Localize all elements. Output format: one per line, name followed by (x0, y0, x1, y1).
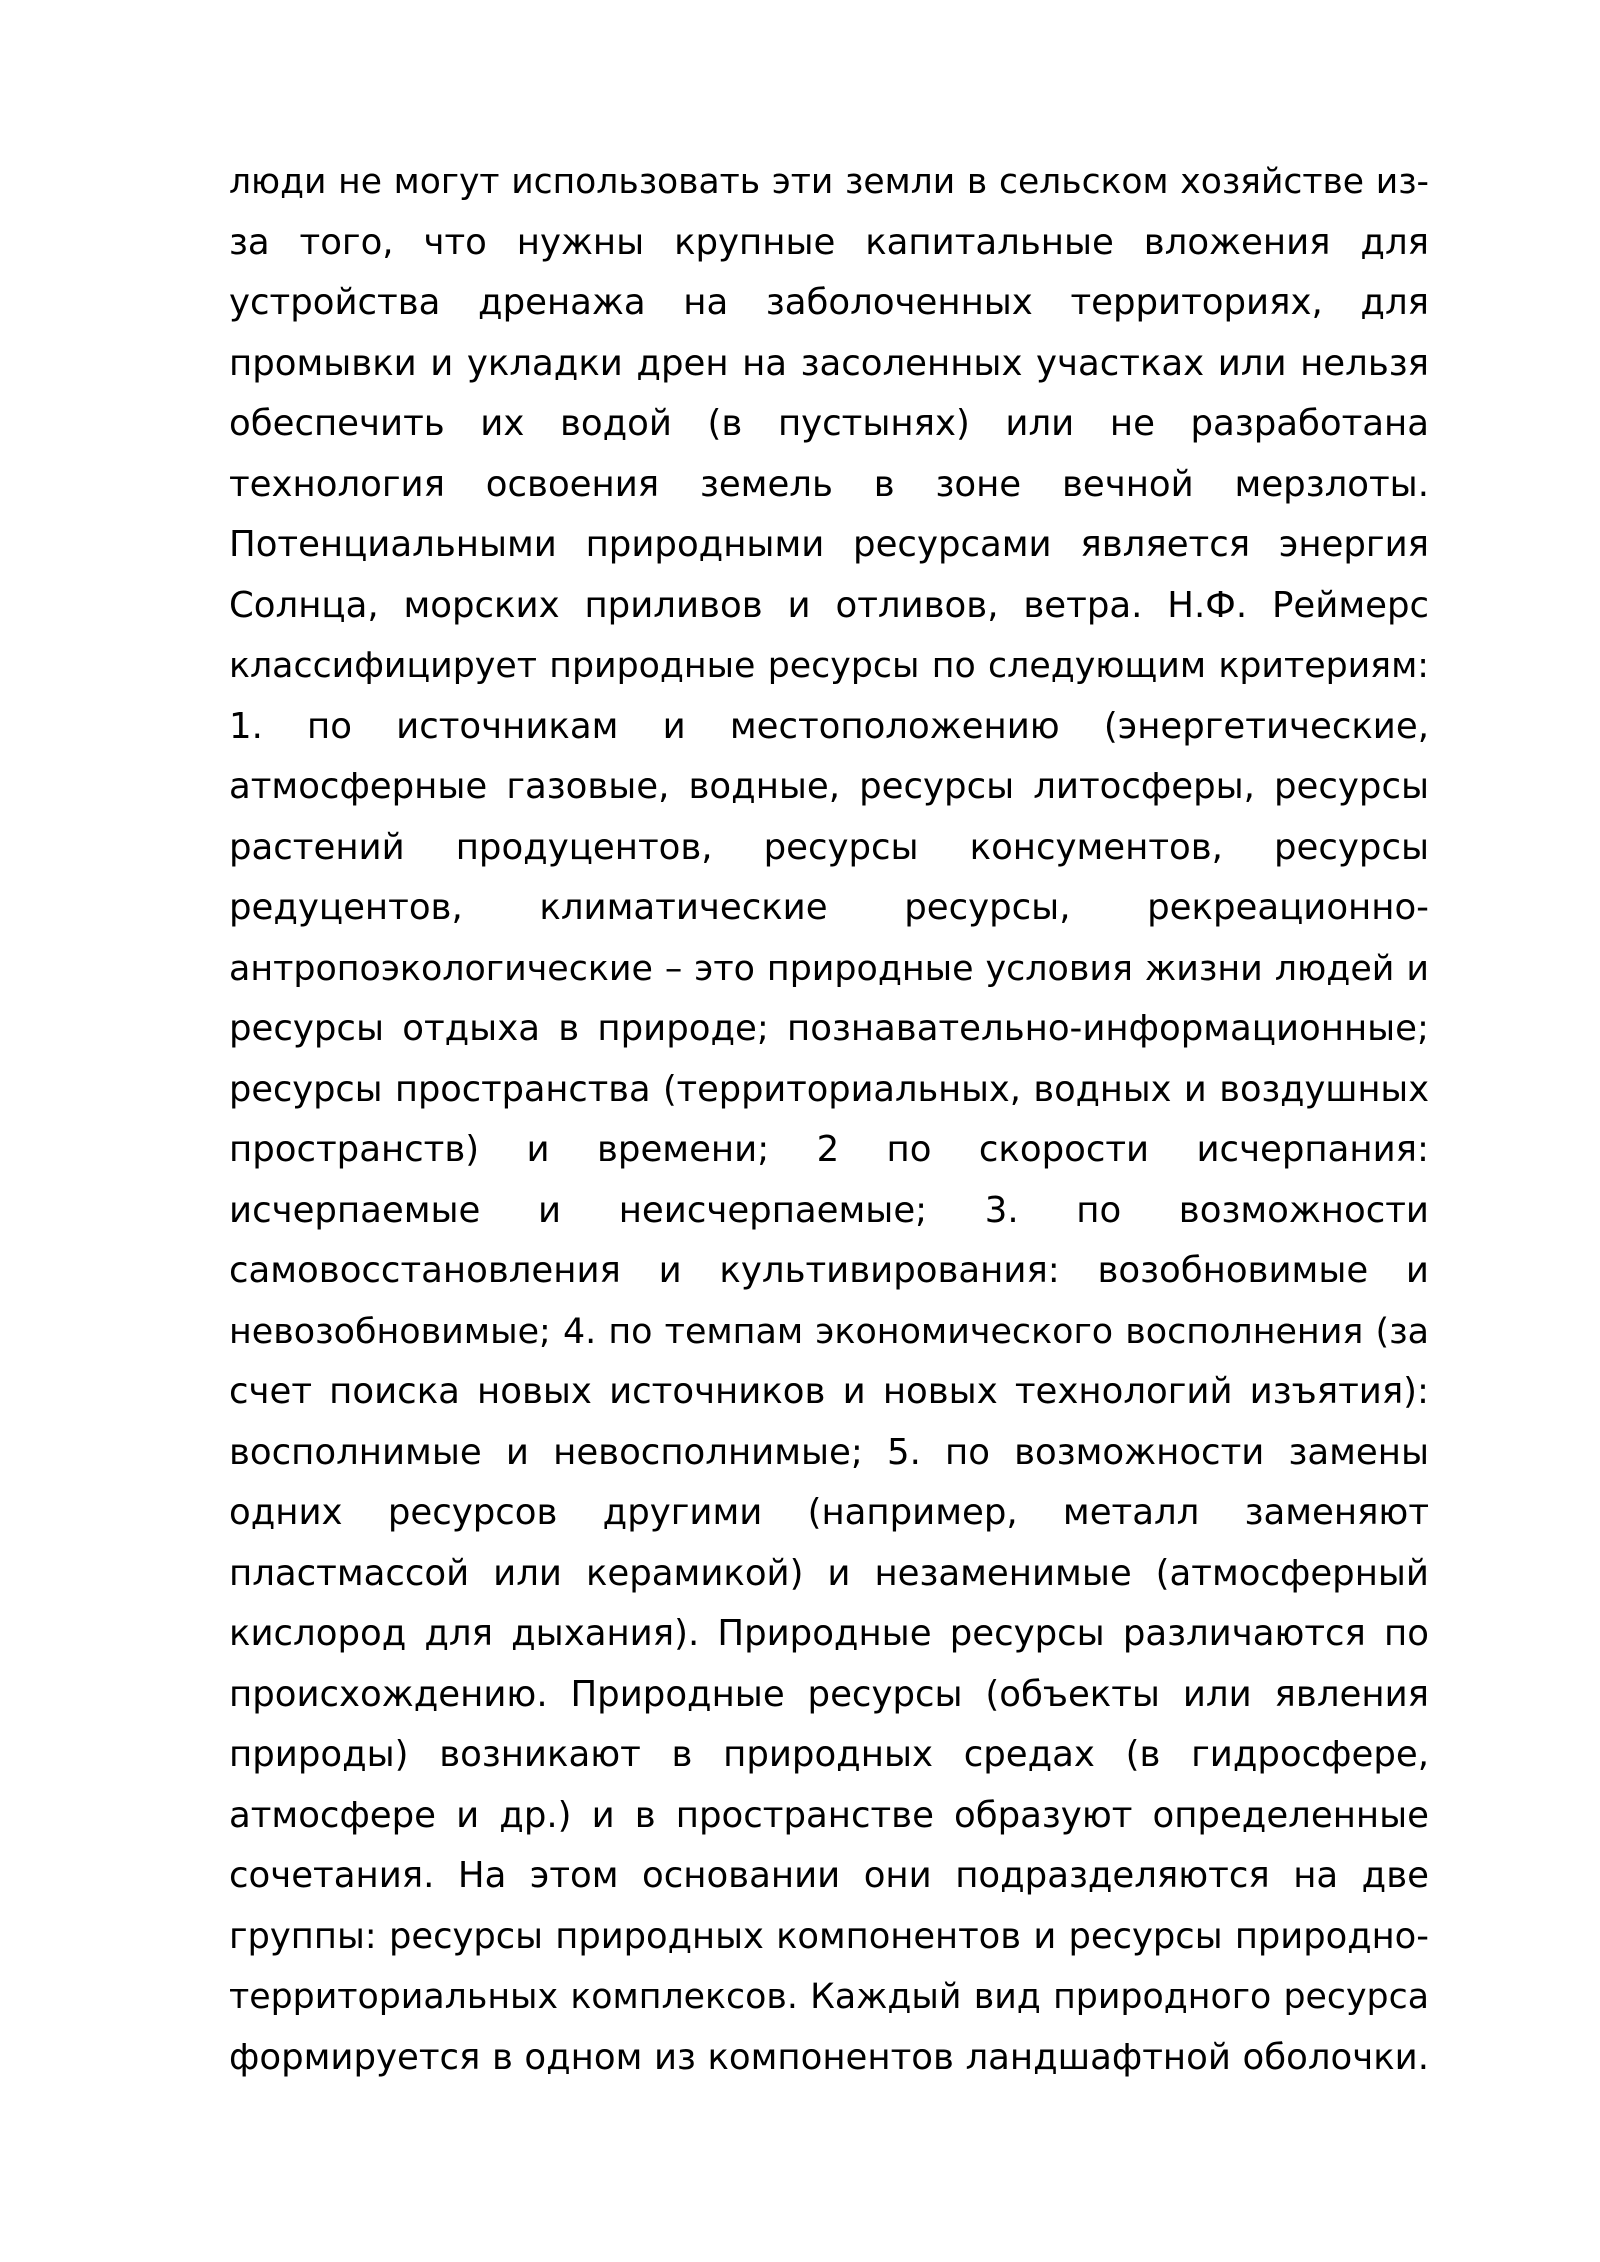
text-line: редуцентов, климатические ресурсы, рекреационно- (229, 887, 1429, 928)
text-line: территориальных комплексов. Каждый вид природного ресурса (229, 1977, 1429, 2017)
text-line: группы: ресурсы природных компонентов и ресурсы природно- (229, 1915, 1429, 1957)
text-line: сочетания. На этом основании они подразделяются на две (229, 1855, 1429, 1896)
text-line: атмосфере и др.) и в пространстве образуют определенные (229, 1794, 1429, 1836)
body-paragraph (229, 152, 1429, 2088)
text-line: Солнца, морских приливов и отливов, ветра. Н.Ф. Реймерс (229, 584, 1429, 626)
text-line: кислород для дыхания). Природные ресурсы различаются по (229, 1613, 1429, 1654)
text-line: классифицирует природные ресурсы по следующим критериям: (229, 646, 1429, 686)
text-line: природы) возникают в природных средах (в гидросфере, (229, 1734, 1429, 1775)
text-line: пластмассой или керамикой) и незаменимые (атмосферный (229, 1552, 1429, 1594)
text-line: одних ресурсов другими (например, металл заменяют (229, 1492, 1429, 1533)
text-line: обеспечить их водой (в пустынях) или не разработана (229, 403, 1429, 444)
text-line: пространств) и времени; 2 по скорости исчерпания: (229, 1129, 1429, 1170)
text-line: технология освоения земель в зоне вечной мерзлоты. (229, 463, 1429, 505)
text-line: ресурсы отдыха в природе; познавательно-информационные; (229, 1008, 1429, 1049)
text-line: 1. по источникам и местоположению (энергетические, (229, 705, 1429, 747)
text-line: за того, что нужны крупные капитальные вложения для (229, 221, 1429, 263)
text-line: устройства дренажа на заболоченных территориях, для (229, 282, 1429, 323)
text-line: антропоэкологические – это природные условия жизни людей и (229, 948, 1429, 989)
text-line: самовосстановления и культивирования: возобновимые и (229, 1250, 1429, 1291)
text-line: промывки и укладки дрен на засоленных участках или нельзя (229, 342, 1429, 384)
text-line: невозобновимые; 4. по темпам экономического восполнения (за (229, 1311, 1429, 1352)
text-line: исчерпаемые и неисчерпаемые; 3. по возможности (229, 1189, 1429, 1231)
text-line: восполнимые и невосполнимые; 5. по возможности замены (229, 1431, 1429, 1473)
text-line: формируется в одном из компонентов ландшафтной оболочки. (229, 2036, 1429, 2078)
text-line: Потенциальными природными ресурсами является энергия (229, 524, 1429, 565)
text-line: происхождению. Природные ресурсы (объекты или явления (229, 1673, 1429, 1715)
text-line: счет поиска новых источников и новых технологий изъятия): (229, 1371, 1429, 1412)
text-line: атмосферные газовые, водные, ресурсы литосферы, ресурсы (229, 766, 1429, 807)
text-line: люди не могут использовать эти земли в сельском хозяйстве из- (229, 162, 1429, 202)
text-line: ресурсы пространства (территориальных, водных и воздушных (229, 1068, 1429, 1110)
text-line: растений продуцентов, ресурсы консументов, ресурсы (229, 826, 1429, 868)
